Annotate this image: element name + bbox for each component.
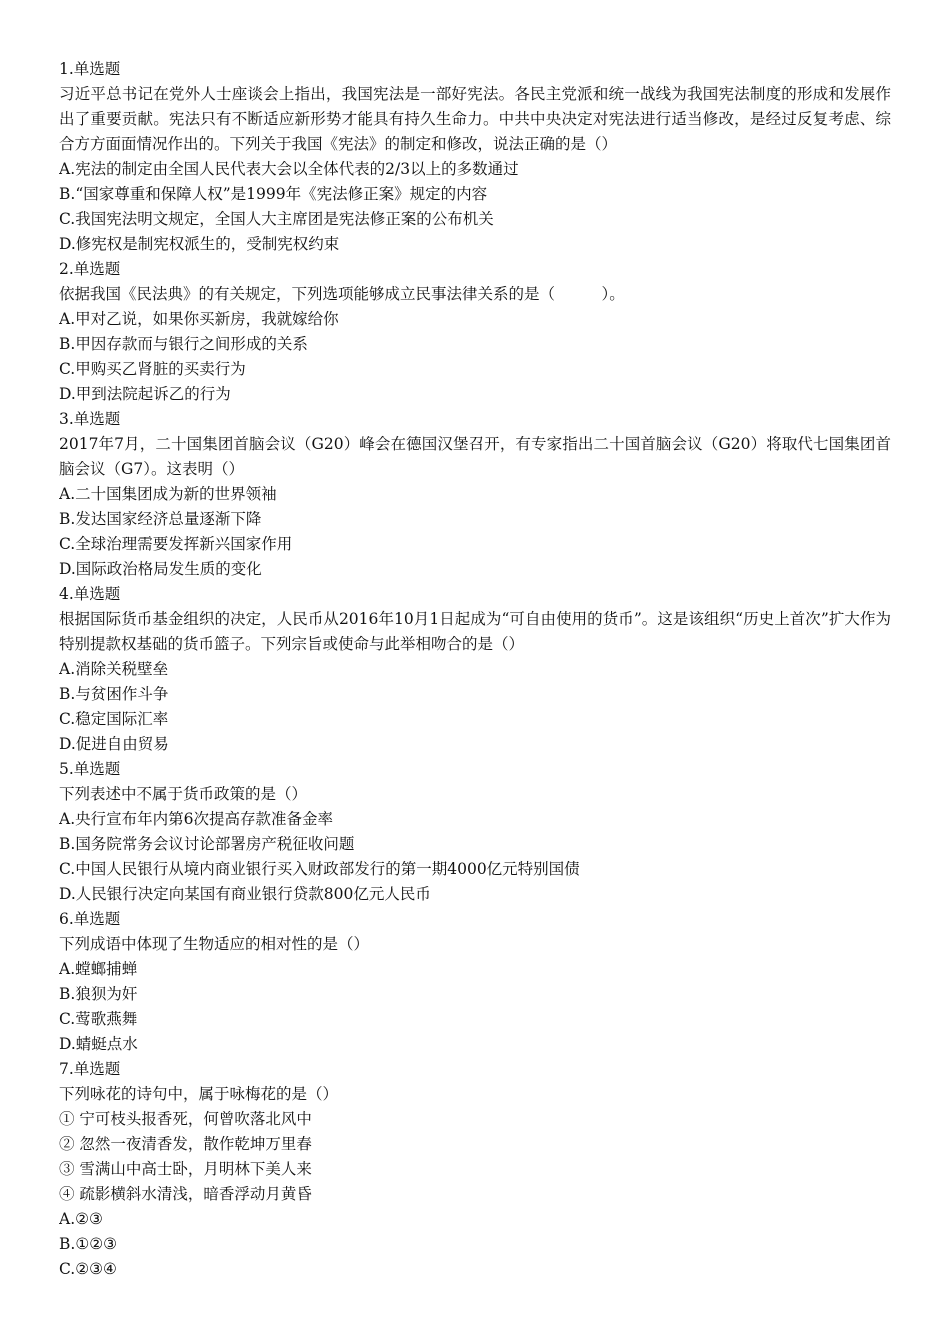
option-d[interactable]: D.人民银行决定向某国有商业银行贷款800亿元人民币 <box>59 885 431 903</box>
question-5 <box>59 757 891 907</box>
option-a[interactable]: A.消除关税壁垒 <box>59 660 169 678</box>
option-c[interactable]: C.我国宪法明文规定，全国人大主席团是宪法修正案的公布机关 <box>59 210 494 228</box>
option-c[interactable]: C.甲购买乙肾脏的买卖行为 <box>59 360 246 378</box>
option-a[interactable]: A.央行宣布年内第6次提高存款准备金率 <box>59 810 333 828</box>
question-header: 7.单选题 <box>59 1060 121 1078</box>
question-sheet <box>59 57 891 1282</box>
question-3 <box>59 407 891 582</box>
question-header: 3.单选题 <box>59 410 121 428</box>
option-d[interactable]: D.修宪权是制宪权派生的，受制宪权约束 <box>59 235 340 253</box>
question-header: 4.单选题 <box>59 585 121 603</box>
option-c[interactable]: C.②③④ <box>59 1260 117 1278</box>
option-c[interactable]: C.全球治理需要发挥新兴国家作用 <box>59 535 293 553</box>
option-a[interactable]: A.甲对乙说，如果你买新房，我就嫁给你 <box>59 310 339 328</box>
option-b[interactable]: B.狼狈为奸 <box>59 985 138 1003</box>
question-6 <box>59 907 891 1057</box>
option-d[interactable]: D.促进自由贸易 <box>59 735 169 753</box>
question-7 <box>59 1057 891 1282</box>
question-stem: 2017年7月，二十国集团首脑会议（G20）峰会在德国汉堡召开，有专家指出二十国首脑会议（G20）将取代七国集团首脑会议（G7）。这表明（） <box>59 435 891 478</box>
option-a[interactable]: A.宪法的制定由全国人民代表大会以全体代表的2/3以上的多数通过 <box>59 160 519 178</box>
option-c[interactable]: C.稳定国际汇率 <box>59 710 169 728</box>
option-d[interactable]: D.甲到法院起诉乙的行为 <box>59 385 231 403</box>
poem-line-4: ④ 疏影横斜水清浅，暗香浮动月黄昏 <box>59 1185 312 1203</box>
question-stem: 根据国际货币基金组织的决定，人民币从2016年10月1日起成为“可自由使用的货币”。这是该组织“历史上首次”扩大作为特别提款权基础的货币篮子。下列宗旨或使命与此举相吻合的是（） <box>59 610 891 653</box>
question-stem: 下列成语中体现了生物适应的相对性的是（） <box>59 935 370 953</box>
question-2 <box>59 257 891 407</box>
question-header: 2.单选题 <box>59 260 121 278</box>
option-d[interactable]: D.蜻蜓点水 <box>59 1035 138 1053</box>
option-c[interactable]: C.中国人民银行从境内商业银行买入财政部发行的第一期4000亿元特别国债 <box>59 860 580 878</box>
option-b[interactable]: B.“国家尊重和保障人权”是1999年《宪法修正案》规定的内容 <box>59 185 488 203</box>
question-header: 5.单选题 <box>59 760 121 778</box>
question-header: 1.单选题 <box>59 60 121 78</box>
option-d[interactable]: D.国际政治格局发生质的变化 <box>59 560 262 578</box>
poem-line-1: ① 宁可枝头报香死，何曾吹落北风中 <box>59 1110 312 1128</box>
question-stem: 依据我国《民法典》的有关规定，下列选项能够成立民事法律关系的是（ ）。 <box>59 285 625 303</box>
poem-line-2: ② 忽然一夜清香发，散作乾坤万里春 <box>59 1135 312 1153</box>
option-a[interactable]: A.②③ <box>59 1210 103 1228</box>
option-b[interactable]: B.发达国家经济总量逐渐下降 <box>59 510 262 528</box>
option-c[interactable]: C.莺歌燕舞 <box>59 1010 138 1028</box>
question-1 <box>59 57 891 257</box>
question-stem: 习近平总书记在党外人士座谈会上指出，我国宪法是一部好宪法。各民主党派和统一战线为我国宪法制度的形成和发展作出了重要贡献。宪法只有不断适应新形势才能具有持久生命力。中共中央决定对宪法进行适当修改，是经过反复考虑、综合方方面面情况作出的。下列关于我国《宪法》的制定和修改，说法正确的是（） <box>59 85 891 153</box>
option-b[interactable]: B.①②③ <box>59 1235 118 1253</box>
question-stem: 下列表述中不属于货币政策的是（） <box>59 785 308 803</box>
option-a[interactable]: A.螳螂捕蝉 <box>59 960 138 978</box>
poem-line-3: ③ 雪满山中高士卧，月明林下美人来 <box>59 1160 312 1178</box>
option-a[interactable]: A.二十国集团成为新的世界领袖 <box>59 485 277 503</box>
question-4 <box>59 582 891 757</box>
option-b[interactable]: B.国务院常务会议讨论部署房产税征收问题 <box>59 835 355 853</box>
question-stem: 下列咏花的诗句中，属于咏梅花的是（） <box>59 1085 339 1103</box>
question-header: 6.单选题 <box>59 910 121 928</box>
option-b[interactable]: B.与贫困作斗争 <box>59 685 169 703</box>
option-b[interactable]: B.甲因存款而与银行之间形成的关系 <box>59 335 308 353</box>
